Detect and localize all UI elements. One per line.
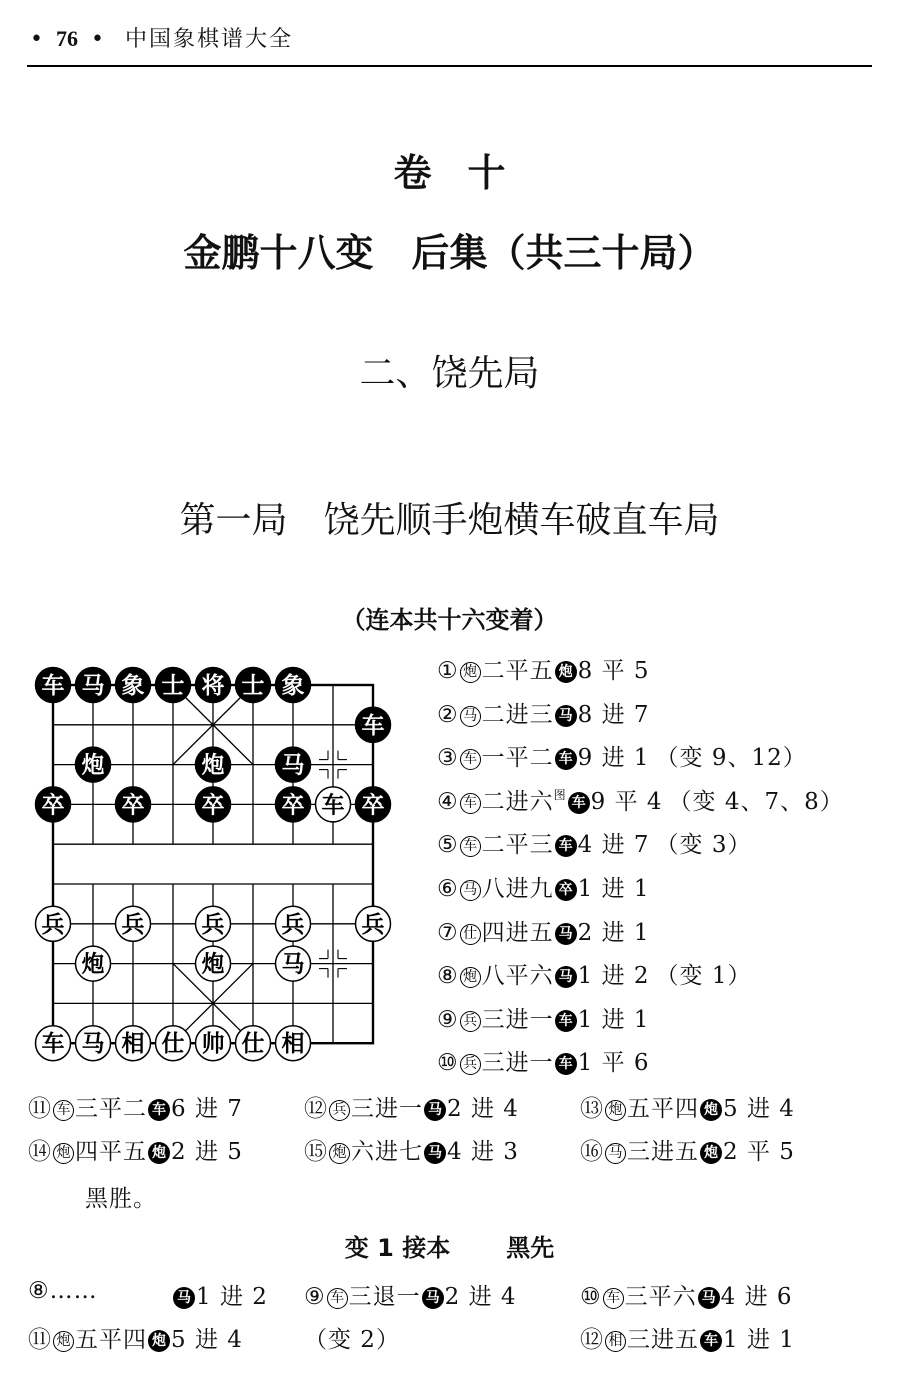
- red-move-text: （变 2）: [304, 1327, 400, 1353]
- red-move-text: 三进五: [627, 1139, 699, 1165]
- move-line: [304, 1133, 519, 1166]
- black-move-text: 5 进 4: [723, 1096, 795, 1122]
- red-move-text: 一平二: [481, 745, 554, 772]
- piece-label: 象: [121, 673, 145, 699]
- move-line: [580, 1090, 795, 1123]
- move-number: ⑫: [304, 1096, 328, 1122]
- move-number: ①: [437, 658, 459, 684]
- book-title: 中国象棋谱大全: [124, 27, 293, 52]
- move-number: ⑨: [437, 1006, 459, 1033]
- move-piece-black: 马: [173, 1287, 195, 1309]
- move-number: ⑨: [304, 1284, 326, 1310]
- piece-red-车: [36, 1026, 71, 1061]
- piece-black-士: [236, 668, 271, 703]
- move-line: [437, 783, 844, 816]
- move-number: ⑭: [28, 1139, 52, 1165]
- piece-red-马: [76, 1026, 111, 1061]
- piece-black-卒: [196, 787, 231, 822]
- black-move-text: 1 进 1: [723, 1327, 795, 1353]
- move-line: [437, 1001, 650, 1034]
- piece-label: 马: [81, 1031, 105, 1058]
- piece-label: 车: [321, 792, 345, 819]
- move-piece-black: 马: [424, 1099, 446, 1121]
- move-piece-red: 炮: [460, 967, 481, 988]
- piece-label: 兵: [201, 911, 225, 938]
- figure-marker: 图: [553, 787, 567, 802]
- move-piece-red: 炮: [53, 1331, 74, 1352]
- piece-black-炮: [76, 747, 111, 782]
- variation-note: （变 1）: [655, 963, 752, 990]
- variation-note: （变 9、12）: [655, 745, 807, 772]
- black-move-text: 4 进 7: [577, 832, 650, 859]
- move-piece-black: 炮: [148, 1330, 170, 1352]
- red-move-text: 五平四: [75, 1327, 147, 1353]
- black-move-text: 1 进 2: [577, 963, 650, 990]
- move-line: [304, 1321, 400, 1354]
- move-number: ⑧: [28, 1278, 50, 1304]
- move-piece-black: 炮: [148, 1142, 170, 1164]
- piece-label: 马: [281, 752, 305, 779]
- variation-heading-left: 变 1 接本: [344, 1234, 451, 1262]
- red-move-text: 二进三: [481, 701, 554, 728]
- move-piece-black: 马: [555, 966, 577, 988]
- red-move-text: 二进六: [481, 788, 554, 815]
- piece-label: 兵: [361, 911, 385, 938]
- piece-black-将: [196, 668, 231, 703]
- move-piece-black: 炮: [555, 661, 577, 683]
- red-move-text: 六进七: [351, 1139, 423, 1165]
- move-piece-black: 马: [422, 1287, 444, 1309]
- move-line: [304, 1278, 517, 1311]
- move-piece-red: 相: [605, 1331, 626, 1352]
- move-line: [172, 1278, 268, 1311]
- piece-black-象: [116, 668, 151, 703]
- piece-black-卒: [276, 787, 311, 822]
- move-piece-black: 炮: [700, 1142, 722, 1164]
- piece-black-炮: [196, 747, 231, 782]
- piece-label: 车: [41, 1031, 65, 1058]
- black-move-text: 1 进 1: [577, 876, 650, 902]
- piece-red-相: [276, 1026, 311, 1061]
- move-line: [437, 1044, 650, 1077]
- move-line: [28, 1321, 243, 1354]
- move-line: [437, 870, 650, 903]
- move-line: [580, 1278, 793, 1311]
- piece-red-相: [116, 1026, 151, 1061]
- piece-label: 象: [281, 673, 305, 699]
- black-move-text: 4 进 3: [447, 1139, 519, 1165]
- red-move-text: 三进一: [481, 1050, 554, 1077]
- red-move-text: 二平五: [481, 658, 554, 684]
- section-title: 二、饶先局: [359, 353, 540, 394]
- black-move-text: 4 进 6: [720, 1284, 793, 1310]
- piece-black-象: [276, 668, 311, 703]
- black-move-text: 8 进 7: [577, 701, 650, 728]
- move-piece-red: 兵: [329, 1100, 350, 1121]
- piece-label: 士: [161, 673, 185, 699]
- red-move-text: 三进五: [627, 1327, 699, 1353]
- piece-red-炮: [196, 946, 231, 981]
- move-piece-red: 车: [460, 793, 481, 814]
- move-piece-black: 卒: [555, 879, 577, 901]
- variation-note: （变 4、7、8）: [668, 788, 844, 815]
- piece-red-兵: [116, 906, 151, 941]
- piece-label: 马: [281, 951, 305, 978]
- piece-red-马: [276, 946, 311, 981]
- move-piece-black: 车: [700, 1330, 722, 1352]
- move-number: ⑩: [437, 1050, 459, 1077]
- piece-red-炮: [76, 946, 111, 981]
- piece-red-兵: [196, 906, 231, 941]
- move-piece-red: 车: [460, 749, 481, 770]
- piece-black-马: [276, 747, 311, 782]
- red-move-text: 四平五: [75, 1139, 147, 1165]
- black-move-text: 5 进 4: [171, 1327, 243, 1353]
- black-move-text: 2 进 4: [447, 1096, 519, 1122]
- piece-label: 马: [81, 673, 105, 699]
- red-move-text: 八平六: [481, 963, 554, 990]
- piece-label: 车: [361, 712, 385, 739]
- piece-label: 炮: [81, 951, 105, 978]
- red-move-text: ……: [49, 1278, 98, 1304]
- black-move-text: 1 进 2: [196, 1284, 268, 1310]
- move-line: [28, 1278, 98, 1304]
- move-number: ⑩: [580, 1284, 602, 1310]
- black-move-text: 8 平 5: [577, 658, 650, 684]
- move-piece-red: 炮: [605, 1100, 626, 1121]
- move-piece-black: 马: [698, 1287, 720, 1309]
- red-move-text: 三平二: [75, 1096, 147, 1122]
- black-move-text: 2 进 1: [577, 919, 650, 946]
- piece-label: 将: [201, 673, 225, 699]
- move-number: ⑪: [28, 1327, 52, 1353]
- black-move-text: 6 进 7: [171, 1096, 243, 1122]
- move-number: ③: [437, 745, 459, 772]
- volume-title: 卷十: [393, 151, 542, 195]
- header-dot: •: [90, 27, 104, 52]
- move-piece-red: 马: [460, 880, 481, 901]
- move-number: ⑪: [28, 1096, 52, 1122]
- move-number: ⑧: [437, 963, 459, 990]
- move-line: [580, 1321, 795, 1354]
- piece-red-仕: [156, 1026, 191, 1061]
- piece-label: 卒: [121, 792, 145, 819]
- black-move-text: 2 进 4: [444, 1284, 517, 1310]
- red-move-text: 三进一: [351, 1096, 423, 1122]
- move-line: [437, 696, 650, 729]
- move-piece-black: 马: [555, 923, 577, 945]
- game-title: 第一局 饶先顺手炮横车破直车局: [179, 500, 720, 541]
- piece-label: 卒: [41, 792, 65, 819]
- red-move-text: 四进五: [481, 919, 554, 946]
- piece-label: 相: [121, 1031, 145, 1058]
- piece-red-兵: [276, 906, 311, 941]
- piece-label: 炮: [81, 752, 105, 779]
- move-line: [437, 652, 650, 685]
- piece-label: 仕: [241, 1031, 265, 1058]
- black-move-text: 2 平 5: [723, 1139, 795, 1165]
- move-line: [304, 1090, 519, 1123]
- piece-label: 车: [41, 673, 65, 699]
- move-piece-red: 仕: [460, 924, 481, 945]
- move-number: ⑫: [580, 1327, 604, 1353]
- move-number: ⑤: [437, 832, 459, 859]
- piece-label: 兵: [41, 911, 65, 938]
- move-piece-black: 车: [555, 835, 577, 857]
- red-move-text: 三平六: [624, 1284, 697, 1310]
- page-number: 76: [55, 26, 78, 51]
- collection-title: 金鹏十八变 后集（共三十局）: [183, 231, 716, 275]
- variation-note: （变 3）: [655, 832, 752, 859]
- red-move-text: 二平三: [481, 832, 554, 859]
- piece-label: 卒: [201, 792, 225, 819]
- piece-red-兵: [356, 906, 391, 941]
- move-piece-black: 车: [555, 1053, 577, 1075]
- red-move-text: 三进一: [481, 1006, 554, 1033]
- piece-label: 炮: [201, 951, 225, 978]
- black-move-text: 1 进 1: [577, 1006, 650, 1033]
- black-move-text: 9 进 1: [577, 745, 650, 772]
- red-move-text: 三退一: [348, 1284, 421, 1310]
- move-piece-black: 马: [555, 705, 577, 727]
- move-line: [437, 739, 807, 772]
- move-piece-black: 马: [424, 1142, 446, 1164]
- piece-red-帅: [196, 1026, 231, 1061]
- piece-label: 炮: [201, 752, 225, 779]
- move-number: ⑯: [580, 1139, 604, 1165]
- piece-black-车: [36, 668, 71, 703]
- piece-label: 相: [281, 1031, 305, 1058]
- piece-label: 卒: [281, 792, 305, 819]
- move-number: ④: [437, 788, 459, 815]
- move-piece-black: 车: [555, 748, 577, 770]
- piece-label: 仕: [161, 1031, 185, 1058]
- move-piece-red: 炮: [329, 1143, 350, 1164]
- move-line: [28, 1090, 243, 1123]
- piece-label: 卒: [361, 792, 385, 819]
- move-line: [28, 1133, 243, 1166]
- move-line: [580, 1133, 795, 1166]
- move-piece-red: 车: [53, 1100, 74, 1121]
- move-piece-red: 炮: [460, 662, 481, 683]
- piece-black-士: [156, 668, 191, 703]
- move-line: [437, 826, 751, 859]
- move-number: ⑮: [304, 1139, 328, 1165]
- move-piece-red: 车: [460, 836, 481, 857]
- move-number: ②: [437, 701, 459, 728]
- move-piece-black: 炮: [700, 1099, 722, 1121]
- piece-black-马: [76, 668, 111, 703]
- black-move-text: 2 进 5: [171, 1139, 243, 1165]
- variation-heading-right: 黑先: [506, 1234, 555, 1262]
- move-number: ⑦: [437, 919, 459, 946]
- move-number: ⑬: [580, 1096, 604, 1122]
- black-move-text: 1 平 6: [577, 1050, 650, 1077]
- move-piece-black: 车: [555, 1010, 577, 1032]
- piece-black-卒: [116, 787, 151, 822]
- piece-red-仕: [236, 1026, 271, 1061]
- move-piece-red: 兵: [460, 1054, 481, 1075]
- move-piece-black: 车: [148, 1099, 170, 1121]
- piece-black-卒: [36, 787, 71, 822]
- move-piece-black: 车: [568, 792, 590, 814]
- move-line: [437, 914, 650, 947]
- move-piece-red: 马: [605, 1143, 626, 1164]
- piece-label: 兵: [121, 911, 145, 938]
- move-piece-red: 车: [327, 1288, 348, 1309]
- move-piece-red: 马: [460, 706, 481, 727]
- piece-red-车: [316, 787, 351, 822]
- piece-label: 士: [241, 673, 265, 699]
- move-piece-red: 兵: [460, 1011, 481, 1032]
- red-move-text: 八进九: [481, 876, 554, 902]
- piece-red-兵: [36, 906, 71, 941]
- move-piece-red: 车: [603, 1288, 624, 1309]
- move-piece-red: 炮: [53, 1143, 74, 1164]
- variation-heading: [0, 1228, 899, 1263]
- piece-black-车: [356, 707, 391, 742]
- game-note: （连本共十六变着）: [341, 606, 558, 634]
- move-number: ⑥: [437, 876, 459, 902]
- result-text: 黑胜。: [85, 1186, 157, 1212]
- move-line: [437, 957, 751, 990]
- black-move-text: 9 平 4: [590, 788, 663, 815]
- red-move-text: 五平四: [627, 1096, 699, 1122]
- header-dot: •: [30, 27, 43, 52]
- piece-label: 帅: [201, 1031, 225, 1058]
- piece-black-卒: [356, 787, 391, 822]
- piece-label: 兵: [281, 911, 305, 938]
